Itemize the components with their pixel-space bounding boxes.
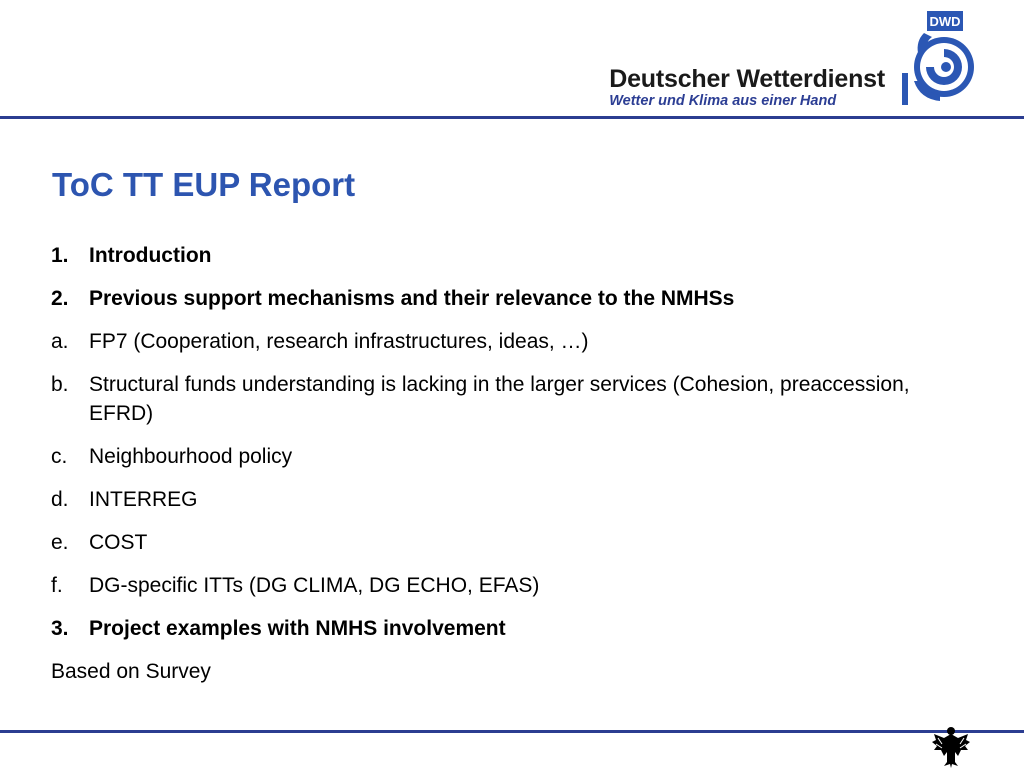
list-marker: 2. [51,287,69,310]
list-item-text: COST [89,531,148,554]
list-item-text: INTERREG [89,488,198,511]
list-item-text: FP7 (Cooperation, research infrastructures, ideas, …) [89,330,589,353]
list-item-text: Structural funds understanding is lacking in the larger services (Cohesion, preaccession, EFRD) [89,373,910,425]
list-marker: 3. [51,617,69,640]
list-item [51,327,961,356]
footer-note: Based on Survey [51,660,211,683]
list-marker: a. [51,330,69,353]
list-marker: c. [51,445,68,468]
list-marker: e. [51,531,69,554]
list-item [51,571,961,600]
list-item [51,442,961,471]
list-item [51,241,961,270]
header-divider [0,116,1024,119]
logo-text: DWD [929,14,961,29]
page-title: ToC TT EUP Report [52,166,356,203]
list-item [51,485,961,514]
dwd-logo-icon [896,11,976,109]
list-marker: f. [51,574,63,597]
list-item [51,370,961,428]
toc-list [51,241,961,686]
list-item-text: Previous support mechanisms and their relevance to the NMHSs [89,287,735,310]
list-marker: 1. [51,244,69,267]
list-marker: d. [51,488,69,511]
list-item-text: Project examples with NMHS involvement [89,617,506,640]
brand-name: Deutscher Wetterdienst [609,65,885,93]
list-item-text: Introduction [89,244,212,267]
list-item-text: DG-specific ITTs (DG CLIMA, DG ECHO, EFAS) [89,574,540,597]
footer-divider [0,730,1024,733]
list-item [51,614,961,643]
brand-block [609,66,885,110]
federal-eagle-icon [930,722,972,768]
list-item-text: Neighbourhood policy [89,445,293,468]
list-item [51,284,961,313]
brand-tagline: Wetter und Klima aus einer Hand [609,93,837,109]
list-marker: b. [51,373,69,396]
list-item [51,528,961,557]
